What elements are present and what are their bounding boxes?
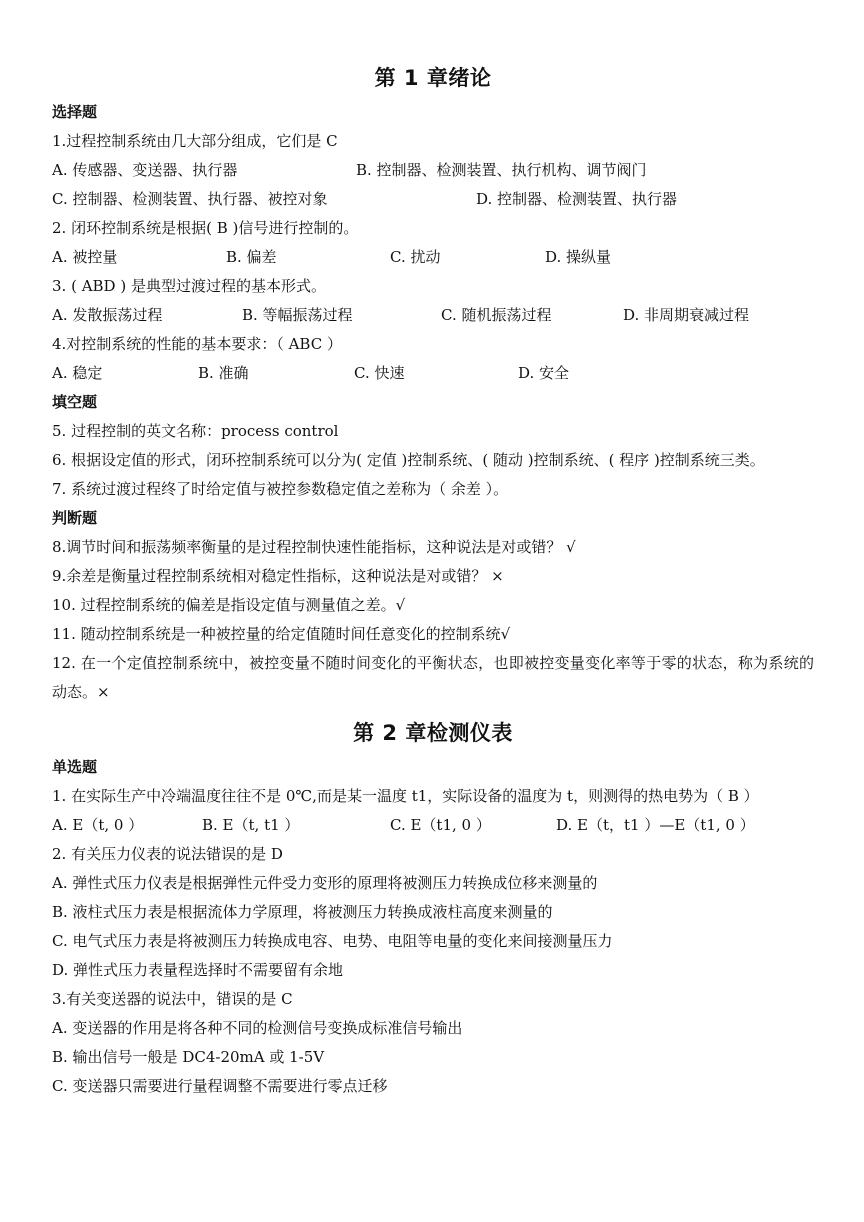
question-1-option-a: A. 传感器、变送器、执行器 — [52, 161, 238, 179]
question-4-stem: 4.对控制系统的性能的基本要求：（ ABC ） — [52, 335, 342, 353]
question-3-option-b: B. 等幅振荡过程 — [242, 306, 353, 324]
question-7: 7. 系统过渡过程终了时给定值与被控参数稳定值之差称为（ 余差 ）。 — [52, 480, 509, 498]
question-3-option-a: A. 发散振荡过程 — [52, 306, 163, 324]
ch2-question-1-options — [52, 811, 814, 840]
question-8: 8.调节时间和振荡频率衡量的是过程控制快速性能指标，这种说法是对或错？ √ — [52, 538, 576, 556]
question-11: 11. 随动控制系统是一种被控量的给定值随时间任意变化的控制系统√ — [52, 625, 511, 643]
question-10: 10. 过程控制系统的偏差是指设定值与测量值之差。√ — [52, 596, 406, 614]
ch2-question-3-option-c: C. 变送器只需要进行量程调整不需要进行零点迁移 — [52, 1077, 388, 1095]
section-heading-choice: 选择题 — [52, 103, 98, 121]
ch2-question-1-option-b: B. E（t, t1 ） — [202, 816, 300, 834]
ch2-question-2-option-b: B. 液柱式压力表是根据流体力学原理，将被测压力转换成液柱高度来测量的 — [52, 903, 553, 921]
ch2-question-3-stem: 3.有关变送器的说法中，错误的是 C — [52, 990, 293, 1008]
question-4-options — [52, 359, 814, 388]
question-5: 5. 过程控制的英文名称：process control — [52, 422, 339, 440]
question-1-option-c: C. 控制器、检测装置、执行器、被控对象 — [52, 190, 328, 208]
ch2-question-3-option-b: B. 输出信号一般是 DC4-20mA 或 1-5V — [52, 1048, 325, 1066]
ch2-question-2-option-d: D. 弹性式压力表量程选择时不需要留有余地 — [52, 961, 344, 979]
question-3-option-c: C. 随机振荡过程 — [441, 306, 552, 324]
question-4-option-b: B. 准确 — [198, 364, 249, 382]
ch2-question-2-option-a: A. 弹性式压力仪表是根据弹性元件受力变形的原理将被测压力转换成位移来测量的 — [52, 874, 598, 892]
question-2-option-b: B. 偏差 — [226, 248, 277, 266]
question-3-options — [52, 301, 814, 330]
ch2-question-1-stem: 1. 在实际生产中冷端温度往往不是 0℃,而是某一温度 t1，实际设备的温度为 t，则测得的热电势为（ B ） — [52, 787, 759, 805]
question-2-option-a: A. 被控量 — [52, 248, 118, 266]
chapter-1-title: 第 1 章绪论 — [374, 66, 492, 90]
ch2-question-1-option-c: C. E（t1, 0 ） — [390, 816, 491, 834]
question-1-stem: 1.过程控制系统由几大部分组成，它们是 C — [52, 132, 338, 150]
question-3-option-d: D. 非周期衰减过程 — [623, 306, 750, 324]
question-2-stem: 2. 闭环控制系统是根据( B )信号进行控制的。 — [52, 219, 359, 237]
ch2-question-2-option-c: C. 电气式压力表是将被测压力转换成电容、电势、电阻等电量的变化来间接测量压力 — [52, 932, 613, 950]
question-9: 9.余差是衡量过程控制系统相对稳定性指标，这种说法是对或错？ × — [52, 567, 504, 585]
question-1-options-row-2 — [52, 185, 814, 214]
section-heading-fill: 填空题 — [52, 393, 98, 411]
ch2-question-1-option-d: D. E（t，t1 ）—E（t1, 0 ） — [556, 816, 755, 834]
question-1-options-row-1 — [52, 156, 814, 185]
ch2-question-3-option-a: A. 变送器的作用是将各种不同的检测信号变换成标准信号输出 — [52, 1019, 463, 1037]
section-heading-single: 单选题 — [52, 758, 98, 776]
ch2-question-1-option-a: A. E（t, 0 ） — [52, 816, 144, 834]
document-page — [52, 58, 814, 1101]
question-1-option-b: B. 控制器、检测装置、执行机构、调节阀门 — [356, 161, 647, 179]
question-2-option-c: C. 扰动 — [390, 248, 441, 266]
section-heading-judge: 判断题 — [52, 509, 98, 527]
question-4-option-c: C. 快速 — [354, 364, 405, 382]
question-4-option-d: D. 安全 — [518, 364, 570, 382]
question-2-options — [52, 243, 814, 272]
question-6: 6. 根据设定值的形式，闭环控制系统可以分为( 定值 )控制系统、( 随动 )控制系统、( 程序 )控制系统三类。 — [52, 451, 765, 469]
chapter-2-title: 第 2 章检测仪表 — [353, 721, 513, 745]
question-2-option-d: D. 操纵量 — [545, 248, 612, 266]
question-4-option-a: A. 稳定 — [52, 364, 103, 382]
question-1-option-d: D. 控制器、检测装置、执行器 — [476, 190, 678, 208]
question-3-stem: 3. ( ABD ) 是典型过渡过程的基本形式。 — [52, 277, 326, 295]
question-12: 12. 在一个定值控制系统中，被控变量不随时间变化的平衡状态，也即被控变量变化率等于零的状态，称为系统的动态。× — [52, 654, 814, 701]
ch2-question-2-stem: 2. 有关压力仪表的说法错误的是 D — [52, 845, 283, 863]
